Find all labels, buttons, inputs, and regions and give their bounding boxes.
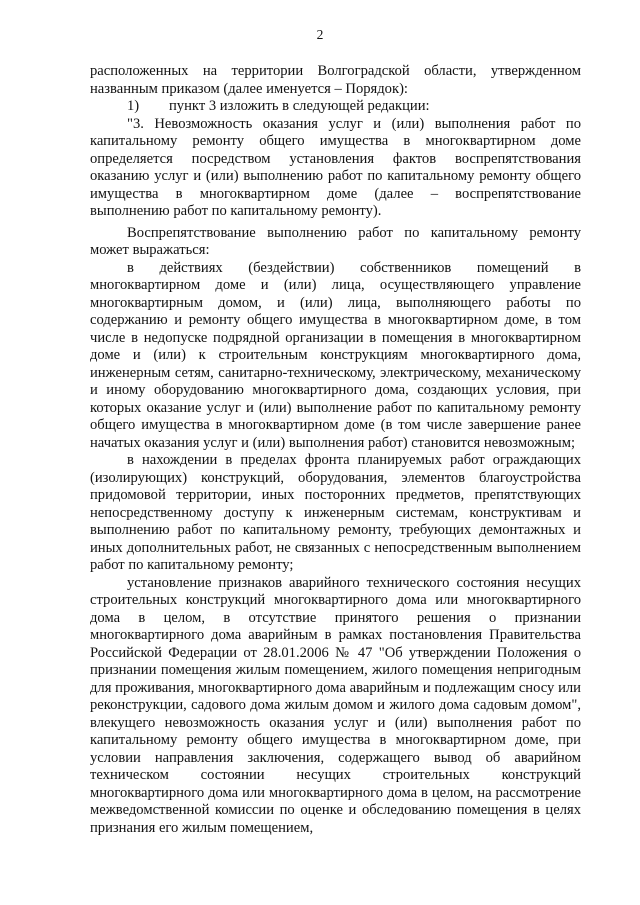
document-body bbox=[90, 63, 581, 837]
paragraph: Воспрепятствование выполнению работ по капитальному ремонту может выражаться: bbox=[90, 224, 581, 258]
paragraph: в действиях (бездействии) собственников помещений в многоквартирном доме и (или) лица, осуществляющего управление многоквартирным домом, и (или) лица, выполняющего работы по содержанию и ремонту общего имущества в многоквартирном доме, в том числе в недопуске подрядной организации в помещения в многоквартирном доме и (или) к строительным конструкциям многоквартирного дома, инженерным сетям, санитарно-техническому, электрическому, механическому и иному оборудованию многоквартирного дома, создающих условия, при которых оказание услуг и (или) выполнение работ по капитальному ремонту общего имущества в многоквартирном доме (в том числе завершение ранее начатых оказания услуг и (или) выполнения работ) становится невозможным; bbox=[90, 259, 581, 451]
paragraph: в нахождении в пределах фронта планируемых работ ограждающих (изолирующих) конструкций, оборудования, элементов благоустройства придомовой территории, иных посторонних предметов, препятствующих непосредственному доступу к инженерным системам, конструктивам и выполнению работ по капитальному ремонту, требующих демонтажных и иных дополнительных работ, не связанных с непосредственным выполнением работ по капитальному ремонту; bbox=[90, 452, 581, 573]
paragraph: расположенных на территории Волгоградской области, утвержденном названным приказом (далее именуется – Порядок): bbox=[90, 63, 581, 97]
paragraph: установление признаков аварийного технического состояния несущих строительных конструкций многоквартирного дома или многоквартирного дома в целом, в отсутствие принятого решения о признании многоквартирного дома аварийным в рамках постановления Правительства Российской Федерации от 28.01.2006 № 47 "Об утверждении Положения о признании помещения жилым помещением, жилого помещения непригодным для проживания, многоквартирного дома аварийным и подлежащим сносу или реконструкции, садового дома жилым домом и жилого дома садовым домом", влекущего невозможность оказания услуг и (или) выполнения работ по капитальному ремонту общего имущества в многоквартирном доме, при условии направления заключения, содержащего вывод об аварийном техническом состоянии несущих строительных конструкций многоквартирного дома или многоквартирного дома в целом, на рассмотрение межведомственной комиссии по оценке и обследованию помещения в целях признания его жилым помещением, bbox=[90, 574, 581, 836]
list-item-text: пункт 3 изложить в следующей редакции: bbox=[169, 98, 430, 114]
list-item bbox=[90, 98, 581, 116]
list-item-number: 1) bbox=[127, 98, 140, 114]
paragraph: "3. Невозможность оказания услуг и (или) выполнения работ по капитальному ремонту общего имущества в многоквартирном доме определяется посредством установления фактов воспрепятствования оказанию услуг и (или) выполнению работ по капитальному ремонту общего имущества в многоквартирном доме (далее – воспрепятствование выполнению работ по капитальному ремонту). bbox=[90, 115, 581, 219]
page-number: 2 bbox=[316, 27, 324, 42]
